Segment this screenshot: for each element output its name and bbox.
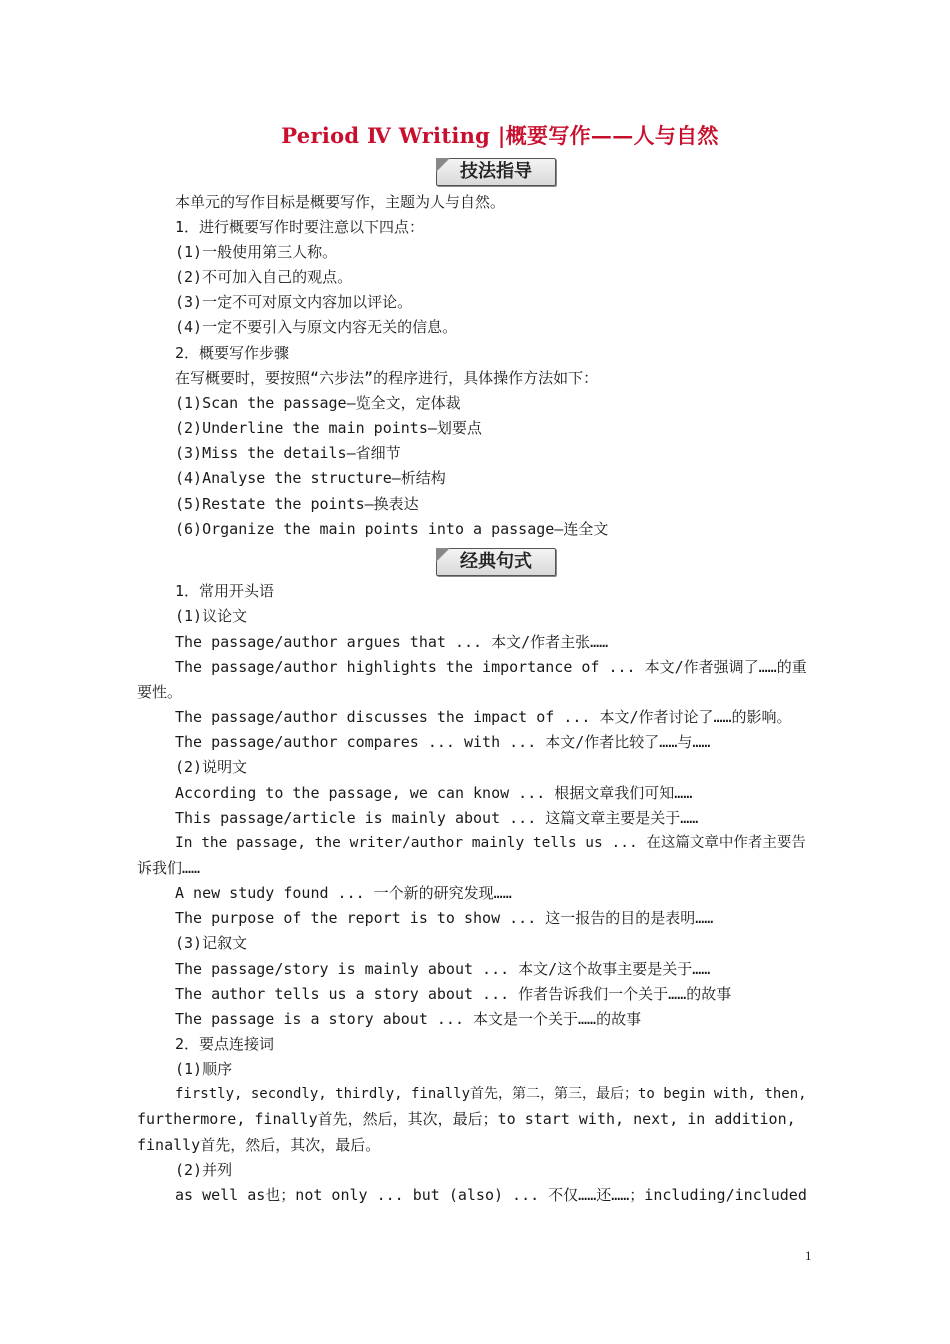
paragraph-line: firstly, secondly, thirdly, finally首先，第二，第三，最后；to begin with, then, — [175, 1086, 807, 1102]
paragraph-line: 诉我们…… — [137, 859, 201, 877]
paragraph-line: The passage/author discusses the impact of ... 本文/作者讨论了……的影响。 — [175, 708, 792, 726]
paragraph-line: (1)顺序 — [175, 1060, 233, 1078]
paragraph-line: The passage/author highlights the importance of ... 本文/作者强调了……的重 — [175, 658, 807, 676]
paragraph-line: The purpose of the report is to show ... 这一报告的目的是表明…… — [175, 909, 714, 927]
paragraph-line: 2．概要写作步骤 — [175, 344, 290, 362]
paragraph-line: (1)Scan the passage—览全文，定体裁 — [175, 394, 461, 412]
paragraph-line: (2)并列 — [175, 1161, 233, 1179]
paragraph-line: (1)议论文 — [175, 607, 248, 625]
paragraph-line: (2)说明文 — [175, 758, 248, 776]
paragraph-line: The passage is a story about ... 本文是一个关于……的故事 — [175, 1010, 642, 1028]
paragraph-line: finally首先，然后，其次，最后。 — [137, 1136, 381, 1154]
paragraph-line: 1．常用开头语 — [175, 582, 275, 600]
paragraph-line: The passage/author argues that ... 本文/作者主张…… — [175, 633, 609, 651]
paragraph-line: In the passage, the writer/author mainly tells us ... 在这篇文章中作者主要告 — [175, 835, 806, 851]
paragraph-line: 2．要点连接词 — [175, 1035, 275, 1053]
paragraph-line: (3)Miss the details—省细节 — [175, 444, 401, 462]
paragraph-line: The author tells us a story about ... 作者告诉我们一个关于……的故事 — [175, 985, 732, 1003]
paragraph-line: The passage/author compares ... with ... 本文/作者比较了……与…… — [175, 733, 711, 751]
paragraph-line: 要性。 — [137, 683, 183, 701]
paragraph-line: This passage/article is mainly about ... 这篇文章主要是关于…… — [175, 809, 699, 827]
paragraph-line: (3)一定不可对原文内容加以评论。 — [175, 293, 413, 311]
page-title: Period Ⅳ Writing |概要写作——人与自然 — [281, 123, 719, 148]
paragraph-line: furthermore, finally首先，然后，其次，最后；to start with, next, in addition, — [137, 1110, 796, 1128]
paragraph-line: (4)Analyse the structure—析结构 — [175, 469, 446, 487]
paragraph-line: as well as也；not only ... but (also) ... 不仅……还……；including/included — [175, 1186, 807, 1204]
paragraph-line: (2)不可加入自己的观点。 — [175, 268, 353, 286]
paragraph-line: (4)一定不要引入与原文内容无关的信息。 — [175, 318, 458, 336]
paragraph-line: According to the passage, we can know ... 根据文章我们可知…… — [175, 784, 693, 802]
paragraph-line: The passage/story is mainly about ... 本文/这个故事主要是关于…… — [175, 960, 711, 978]
paragraph-line: (5)Restate the points—换表达 — [175, 495, 419, 513]
section-label-patterns: 经典句式 — [436, 548, 556, 576]
paragraph-line: 在写概要时，要按照“六步法”的程序进行，具体操作方法如下： — [175, 369, 599, 387]
paragraph-line: 1．进行概要写作时要注意以下四点： — [175, 218, 425, 236]
paragraph-line: (1)一般使用第三人称。 — [175, 243, 338, 261]
paragraph-line: (2)Underline the main points—划要点 — [175, 419, 482, 437]
paragraph-line: 本单元的写作目标是概要写作，主题为人与自然。 — [175, 193, 506, 211]
section-label-skills: 技法指导 — [436, 158, 556, 186]
paragraph-line: (6)Organize the main points into a passage—连全文 — [175, 520, 609, 538]
page-number: 1 — [805, 1248, 812, 1263]
paragraph-line: A new study found ... 一个新的研究发现…… — [175, 884, 512, 902]
paragraph-line: (3)记叙文 — [175, 934, 248, 952]
